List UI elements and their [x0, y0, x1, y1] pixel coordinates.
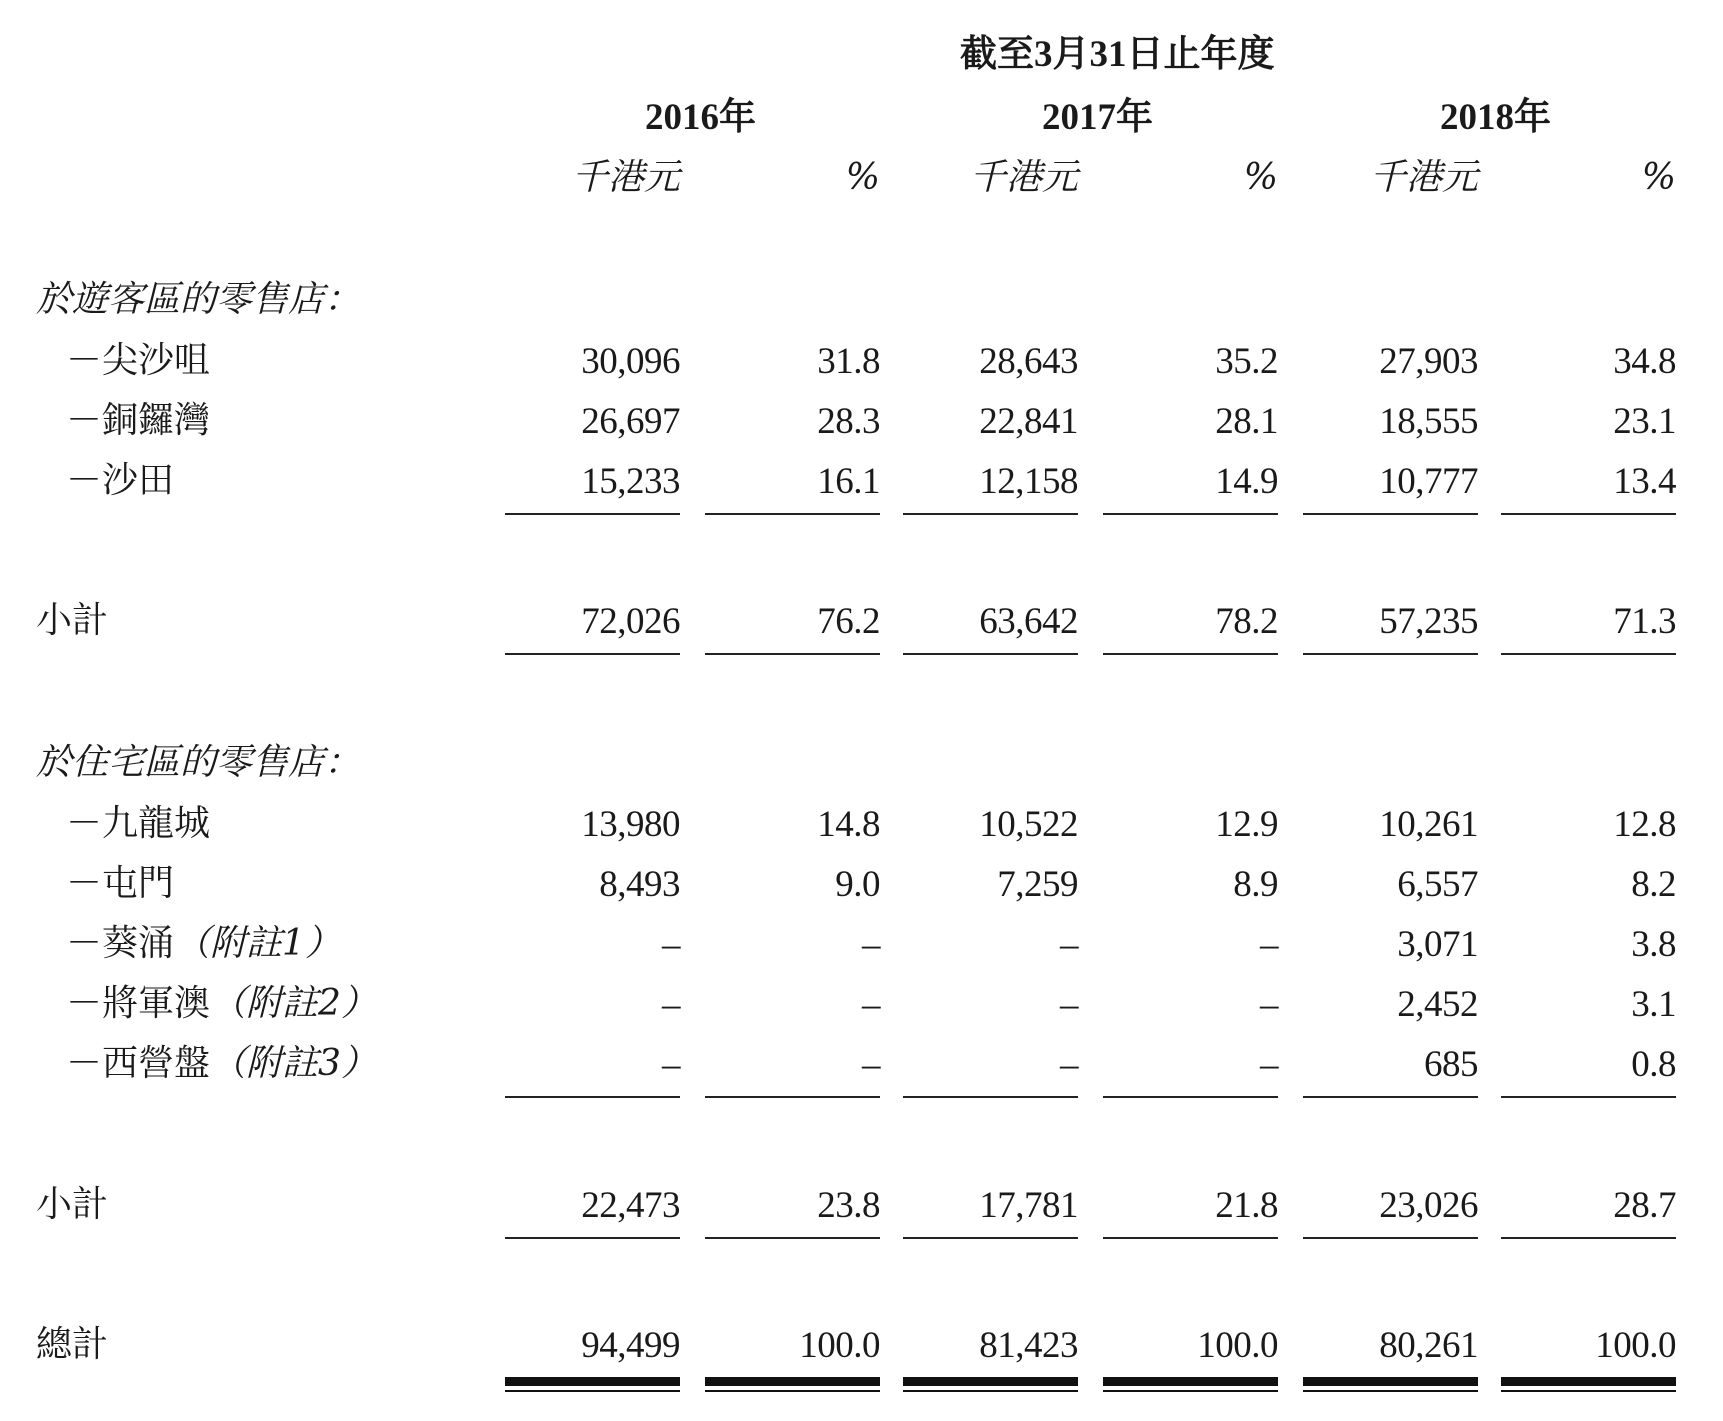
section-title-residential: 於住宅區的零售店： [36, 742, 361, 783]
cell: 57,235 [1379, 601, 1478, 642]
note-reference: （附註3） [210, 1043, 377, 1084]
cell: – [1260, 1044, 1278, 1085]
cell: 71.3 [1613, 601, 1676, 642]
cell: 35.2 [1215, 341, 1278, 382]
divider [705, 1096, 880, 1098]
unit-pct-2018: % [1641, 157, 1676, 198]
cell: – [1260, 924, 1278, 965]
note-reference: （附註1） [174, 923, 341, 964]
cell: 9.0 [835, 864, 880, 905]
cell: 22,841 [979, 401, 1078, 442]
cell: 28.1 [1215, 401, 1278, 442]
total-underline [505, 1377, 680, 1386]
total-underline [1501, 1377, 1676, 1386]
divider [903, 653, 1078, 655]
cell: – [1060, 924, 1078, 965]
cell: 6,557 [1397, 864, 1478, 905]
cell: 21.8 [1215, 1185, 1278, 1226]
cell: 10,522 [979, 804, 1078, 845]
note-reference: （附註2） [210, 983, 377, 1024]
cell: 0.8 [1631, 1044, 1676, 1085]
divider [705, 1237, 880, 1239]
cell: 8,493 [599, 864, 680, 905]
unit-pct-2016: % [845, 157, 880, 198]
cell: 94,499 [581, 1325, 680, 1366]
total-underline [1303, 1377, 1478, 1386]
store-name: －西營盤 [66, 1043, 211, 1084]
cell: 23.1 [1613, 401, 1676, 442]
cell: 685 [1424, 1044, 1478, 1085]
row-label [66, 983, 377, 1024]
cell: 12.8 [1613, 804, 1676, 845]
cell: 3.1 [1631, 984, 1676, 1025]
year-header-2017: 2017年 [1042, 97, 1153, 138]
cell: 80,261 [1379, 1325, 1478, 1366]
cell: 12.9 [1215, 804, 1278, 845]
divider [1501, 1096, 1676, 1098]
cell: 23,026 [1379, 1185, 1478, 1226]
cell: 26,697 [581, 401, 680, 442]
row-label [66, 1043, 377, 1084]
divider [505, 1096, 680, 1098]
divider [505, 653, 680, 655]
total-underline-thin [705, 1390, 880, 1392]
row-label: 小計 [36, 600, 109, 641]
total-underline-thin [1103, 1390, 1278, 1392]
row-label: 總計 [36, 1324, 109, 1365]
cell: 15,233 [581, 461, 680, 502]
divider [1303, 1096, 1478, 1098]
divider [705, 653, 880, 655]
unit-hkd-2016: 千港元 [571, 157, 680, 198]
cell: 30,096 [581, 341, 680, 382]
cell: 81,423 [979, 1325, 1078, 1366]
period-header: 截至3月31日止年度 [960, 34, 1275, 75]
total-underline [705, 1377, 880, 1386]
cell: – [1060, 1044, 1078, 1085]
cell: 22,473 [581, 1185, 680, 1226]
total-underline-thin [1303, 1390, 1478, 1392]
cell: – [662, 924, 680, 965]
cell: 34.8 [1613, 341, 1676, 382]
cell: 10,777 [1379, 461, 1478, 502]
year-header-2016: 2016年 [645, 97, 756, 138]
total-underline [903, 1377, 1078, 1386]
store-name: －葵涌 [66, 923, 175, 964]
cell: 8.9 [1233, 864, 1278, 905]
divider [1501, 513, 1676, 515]
total-underline-thin [505, 1390, 680, 1392]
divider [1103, 653, 1278, 655]
divider [505, 513, 680, 515]
cell: 63,642 [979, 601, 1078, 642]
row-label: －尖沙咀 [66, 340, 211, 381]
cell: 100.0 [799, 1325, 880, 1366]
cell: – [862, 1044, 880, 1085]
row-label [66, 923, 341, 964]
divider [705, 513, 880, 515]
cell: 28.3 [817, 401, 880, 442]
divider [1303, 513, 1478, 515]
cell: 3,071 [1397, 924, 1478, 965]
cell: – [662, 1044, 680, 1085]
cell: 28,643 [979, 341, 1078, 382]
cell: 31.8 [817, 341, 880, 382]
cell: 13.4 [1613, 461, 1676, 502]
cell: – [862, 924, 880, 965]
cell: 2,452 [1397, 984, 1478, 1025]
cell: 100.0 [1595, 1325, 1676, 1366]
unit-hkd-2018: 千港元 [1369, 157, 1478, 198]
cell: 78.2 [1215, 601, 1278, 642]
row-label: －九龍城 [66, 803, 211, 844]
divider [1103, 1237, 1278, 1239]
row-label: －銅鑼灣 [66, 400, 211, 441]
cell: 8.2 [1631, 864, 1676, 905]
cell: 14.8 [817, 804, 880, 845]
cell: 28.7 [1613, 1185, 1676, 1226]
cell: 76.2 [817, 601, 880, 642]
cell: 16.1 [817, 461, 880, 502]
cell: – [862, 984, 880, 1025]
divider [903, 1237, 1078, 1239]
cell: 13,980 [581, 804, 680, 845]
divider [1501, 653, 1676, 655]
cell: 10,261 [1379, 804, 1478, 845]
divider [1303, 653, 1478, 655]
cell: – [662, 984, 680, 1025]
divider [903, 1096, 1078, 1098]
total-underline-thin [903, 1390, 1078, 1392]
row-label: 小計 [36, 1184, 109, 1225]
cell: 17,781 [979, 1185, 1078, 1226]
cell: 27,903 [1379, 341, 1478, 382]
cell: 12,158 [979, 461, 1078, 502]
cell: – [1260, 984, 1278, 1025]
cell: 72,026 [581, 601, 680, 642]
divider [1303, 1237, 1478, 1239]
total-underline-thin [1501, 1390, 1676, 1392]
divider [1103, 1096, 1278, 1098]
divider [1501, 1237, 1676, 1239]
row-label: －沙田 [66, 460, 175, 501]
cell: 3.8 [1631, 924, 1676, 965]
year-header-2018: 2018年 [1440, 97, 1551, 138]
store-name: －將軍澳 [66, 983, 211, 1024]
cell: 18,555 [1379, 401, 1478, 442]
cell: 14.9 [1215, 461, 1278, 502]
section-title-tourist: 於遊客區的零售店： [36, 279, 361, 320]
total-underline [1103, 1377, 1278, 1386]
cell: – [1060, 984, 1078, 1025]
cell: 100.0 [1197, 1325, 1278, 1366]
row-label: －屯門 [66, 863, 175, 904]
divider [1103, 513, 1278, 515]
cell: 7,259 [997, 864, 1078, 905]
divider [505, 1237, 680, 1239]
cell: 23.8 [817, 1185, 880, 1226]
unit-pct-2017: % [1243, 157, 1278, 198]
unit-hkd-2017: 千港元 [969, 157, 1078, 198]
divider [903, 513, 1078, 515]
